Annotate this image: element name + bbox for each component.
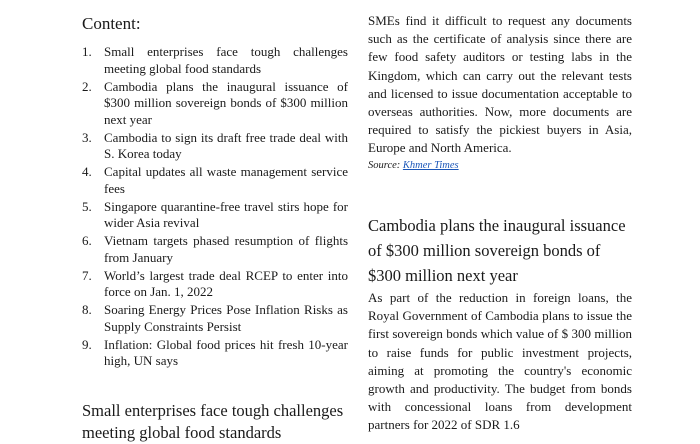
toc-number: 7. <box>82 267 92 283</box>
toc-item[interactable] <box>82 44 348 77</box>
toc-text: Cambodia plans the inaugural issuance of $300 million sovereign bonds of $300 million next year <box>104 78 348 127</box>
toc-item[interactable] <box>82 337 348 370</box>
toc-item[interactable] <box>82 233 348 266</box>
toc-text: Small enterprises face tough challenges meeting global food standards <box>104 44 348 76</box>
source-link[interactable]: Khmer Times <box>402 160 459 171</box>
toc-item[interactable] <box>82 199 348 232</box>
toc-item[interactable] <box>82 302 348 335</box>
toc-number: 3. <box>82 129 92 145</box>
toc-text: Capital updates all waste management service fees <box>104 164 348 196</box>
toc-number: 8. <box>82 302 92 317</box>
toc-text: Soaring Energy Prices Pose Inflation Risks as Supply Constraints Persist <box>104 302 348 334</box>
toc-item[interactable] <box>82 268 348 301</box>
article-paragraph: SMEs find it difficult to request any documents such as the certificate of analysis since there are few food safety auditors or testing labs in the Kingdom, which can carry out the relevant tests and licensed to issue documentation acceptable to overseas authorities. Now, more documents are required to satisfy the pickiest buyers in Asia, Europe and North America. <box>368 13 632 156</box>
article-title-small-enterprises: Small enterprises face tough challenges meeting global food standards <box>82 401 344 442</box>
toc-number: 5. <box>82 198 92 214</box>
toc-item[interactable] <box>82 130 348 163</box>
toc-number: 6. <box>82 233 92 248</box>
table-of-contents <box>82 44 348 371</box>
toc-number: 2. <box>82 78 92 94</box>
source-line <box>368 159 459 173</box>
toc-number: 9. <box>82 336 92 352</box>
content-heading: Content: <box>82 14 141 33</box>
toc-text: Cambodia to sign its draft free trade deal with S. Korea today <box>104 129 348 161</box>
toc-text: Vietnam targets phased resumption of flights from January <box>104 233 348 265</box>
article-paragraph: As part of the reduction in foreign loans, the Royal Government of Cambodia plans to issue the first sovereign bonds which value of $ 300 million to raise funds for public investment projects, aiming at promoting the country's economic growth and productivity. The budget from bonds with concessional loans from development partners for 2022 of SDR 1.6 <box>368 290 632 433</box>
toc-item[interactable] <box>82 79 348 129</box>
toc-text: Inflation: Global food prices hit fresh 10-year high, UN says <box>104 336 348 368</box>
source-label: Source: <box>368 160 401 171</box>
toc-number: 1. <box>82 44 92 59</box>
article-title-sovereign-bonds: Cambodia plans the inaugural issuance of $300 million sovereign bonds of $300 million next year <box>368 216 626 285</box>
toc-number: 4. <box>82 164 92 179</box>
toc-text: World’s largest trade deal RCEP to enter into force on Jan. 1, 2022 <box>104 267 348 299</box>
toc-item[interactable] <box>82 164 348 197</box>
toc-text: Singapore quarantine-free travel stirs hope for wider Asia revival <box>104 198 348 230</box>
